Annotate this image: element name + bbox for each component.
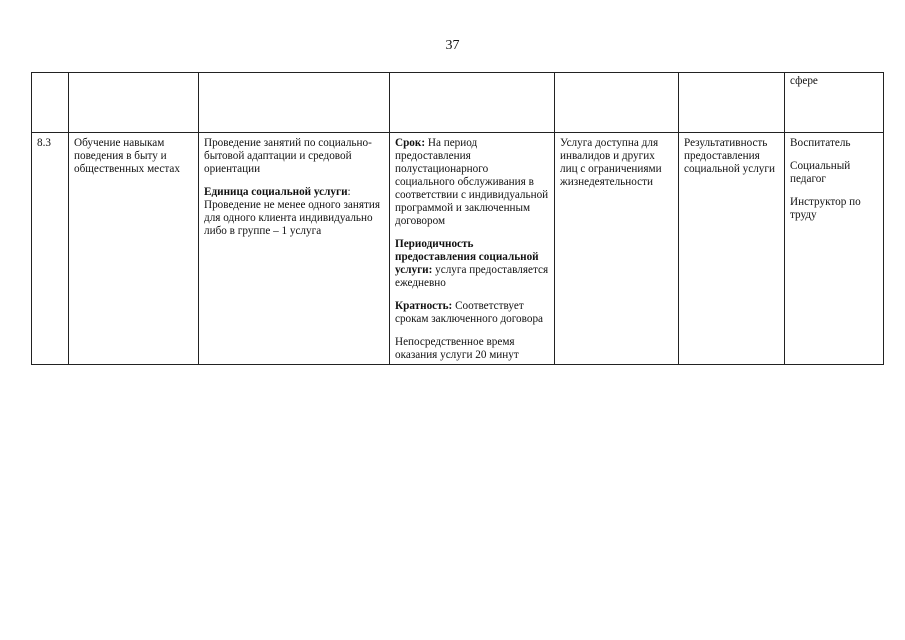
unit-label: Единица социальной услуги [204,186,348,198]
description-text: Проведение занятий по социально-бытовой адаптации и средовой ориентации [204,137,372,175]
table-cell-continuation: сфере [785,73,884,133]
table-row [32,73,884,133]
time-paragraph: Непосредственное время оказания услуги 20 минут [395,336,519,361]
effectiveness: Результативность предоставления социальной услуги [679,133,785,365]
multiplicity-text: Соответствует срокам заключенного договора [395,300,544,325]
accessibility: Услуга доступна для инвалидов и других лиц с ограничениями жизнедеятельности [555,133,679,365]
table-cell [555,73,679,133]
multiplicity-label: Кратность: [395,300,453,312]
unit-paragraph [204,186,385,238]
staff-list [785,133,884,365]
term-text: На период предоставления полустационарного социального обслуживания в соответствии с индивидуальной программой и заключенным договором [395,137,549,227]
periodicity-paragraph [395,238,550,290]
table-cell [69,73,199,133]
staff-item: Социальный педагог [790,160,851,185]
unit-colon: : [347,186,351,198]
multiplicity-paragraph [395,300,550,326]
staff-item: Воспитатель [790,137,851,149]
periodicity-text: услуга предоставляется ежедневно [395,264,549,289]
service-terms [390,133,555,365]
table-cell [679,73,785,133]
service-description [199,133,390,365]
table-cell [199,73,390,133]
periodicity-label: Периодичность предоставления социальной услуги: [395,238,539,276]
table-cell [32,73,69,133]
service-name: Обучение навыкам поведения в быту и общественных местах [69,133,199,365]
table-row-8-3 [32,133,884,365]
page-number: 37 [445,38,460,53]
term-label: Срок: [395,137,426,149]
table-cell [390,73,555,133]
row-number: 8.3 [32,133,69,365]
term-paragraph [395,137,550,228]
unit-text: Проведение не менее одного занятия для одного клиента индивидуально либо в группе – 1 услуга [204,199,380,237]
services-table [31,72,884,365]
staff-item: Инструктор по труду [790,196,861,221]
